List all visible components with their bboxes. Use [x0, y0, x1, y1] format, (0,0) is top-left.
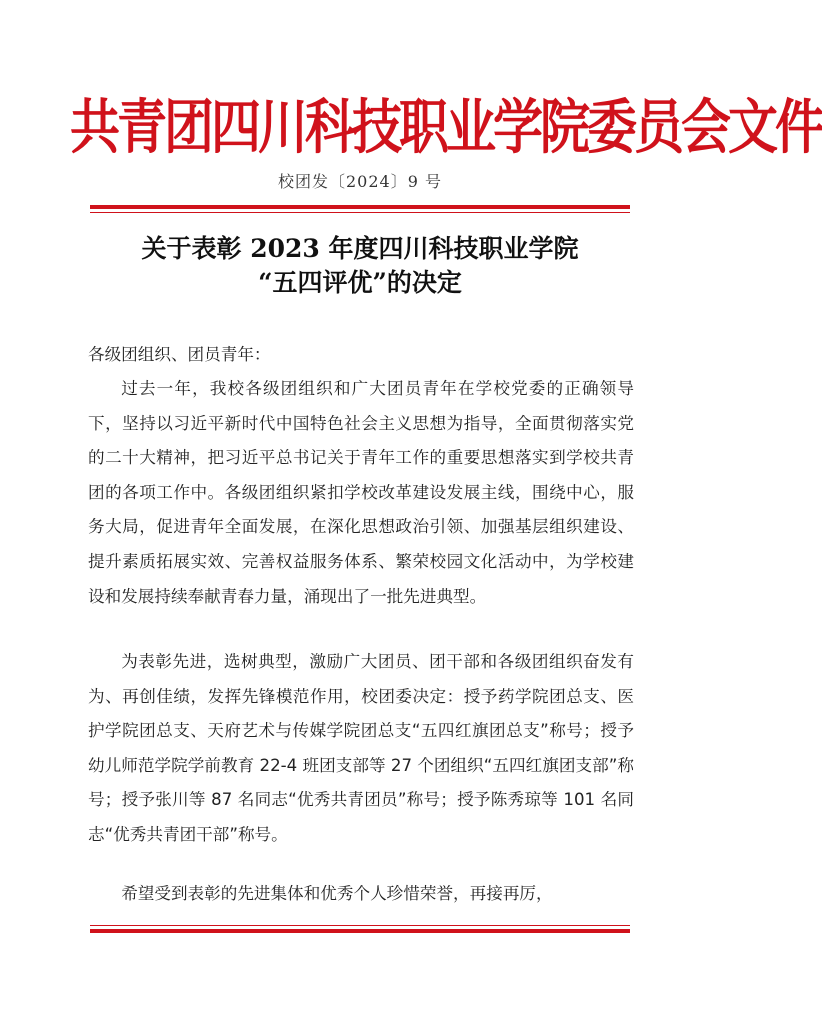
footer-divider-thick [90, 929, 630, 933]
document-title-line-1: 关于表彰 2023 年度四川科技职业学院 [141, 234, 579, 263]
footer-divider-thin [90, 925, 630, 926]
body-paragraph-1: 过去一年，我校各级团组织和广大团员青年在学校党委的正确领导下，坚持以习近平新时代中国特色社会主义思想为指导，全面贯彻落实党的二十大精神，把习近平总书记关于青年工作的重要思想落实到学校共青团的各项工作中。各级团组织紧扣学校改革建设发展主线，围绕中心，服务大局，促进青年全面发展，在深化思想政治引领、加强基层组织建设、提升素质拓展实效、完善权益服务体系、繁荣校园文化活动中，为学校建设和发展持续奉献青春力量，涌现出了一批先进典型。 [88, 379, 634, 606]
salutation: 各级团组织、团员青年： [88, 345, 271, 364]
header-divider-thin [90, 212, 630, 213]
body-paragraph-3: 希望受到表彰的先进集体和优秀个人珍惜荣誉，再接再厉， [121, 884, 553, 903]
body-paragraph-2: 为表彰先进，选树典型，激励广大团员、团干部和各级团组织奋发有为、再创佳绩，发挥先锋模范作用，校团委决定：授予药学院团总支、医护学院团总支、天府艺术与传媒学院团总支“五四红旗团总支”称号；授予幼儿师范学院学前教育 22-4 班团支部等 27 个团组织“五四红旗团支部”称号；授予张川等 87 名同志“优秀共青团员”称号；授予陈秀琼等 101 名同志“优秀共青团干部”称号。 [88, 652, 634, 844]
document-number: 校团发〔2024〕9 号 [278, 172, 442, 191]
org-header-title: 共青团四川科技职业学院委员会文件 [70, 91, 822, 162]
header-divider-thick [90, 205, 630, 209]
document-title-line-2: “五四评优”的决定 [258, 268, 462, 297]
